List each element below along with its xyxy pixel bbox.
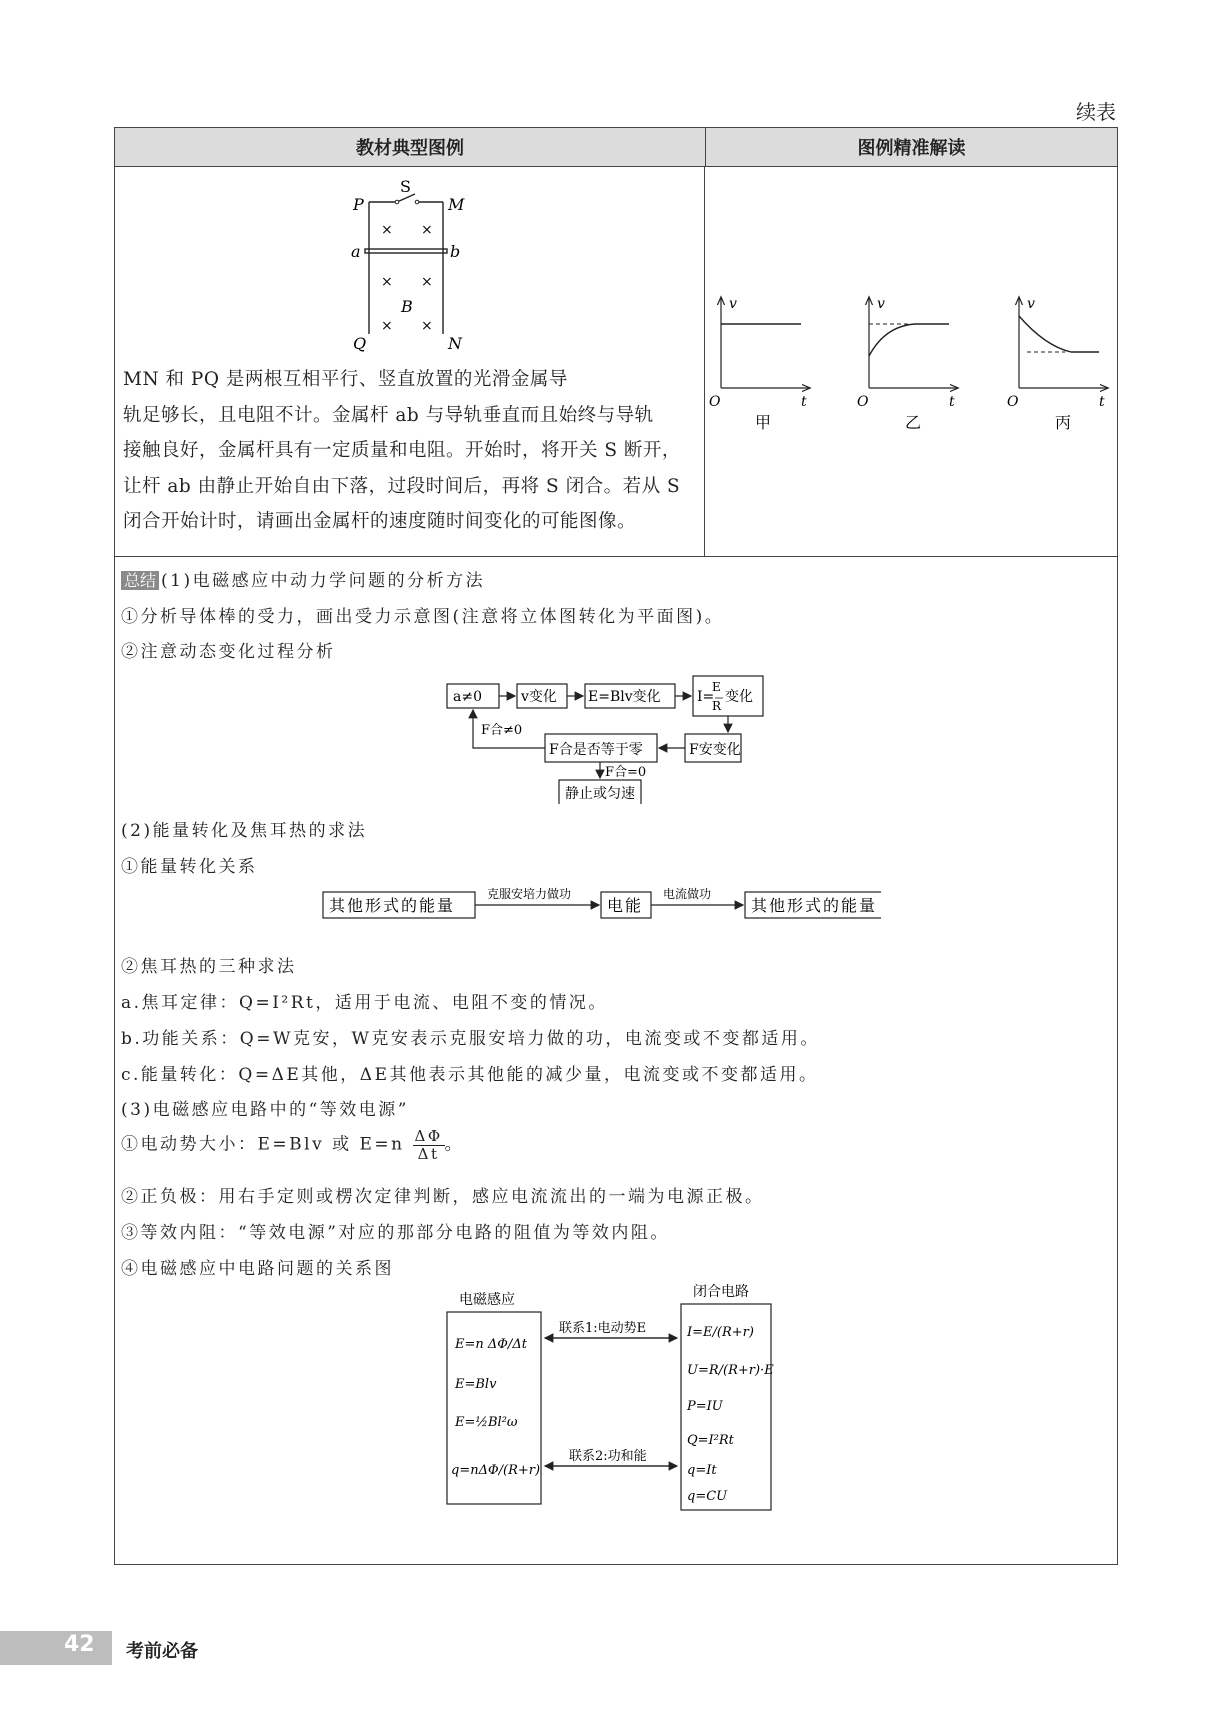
velocity-time-graphs	[705, 166, 1117, 556]
field-cross: ×	[381, 274, 393, 290]
textbook-figure-cell	[115, 166, 705, 556]
label-b: b	[450, 242, 461, 261]
summary-heading	[121, 566, 485, 591]
flow-Fhe-eq0: F合=0	[605, 765, 647, 780]
description-line: 让杆 ab 由静止开始自由下落，过段时间后，再将 S 闭合。若从 S	[123, 475, 681, 497]
right-formula: q=CU	[687, 1489, 728, 1504]
field-cross: ×	[421, 274, 433, 290]
label-P: P	[353, 195, 364, 214]
flow-Fhe: F合是否等于零	[549, 742, 643, 758]
continued-label: 续表	[1076, 100, 1116, 124]
interpretation-cell	[705, 166, 1117, 556]
summary-line: ②焦耳热的三种求法	[121, 957, 297, 977]
flow-rest: 静止或匀速	[565, 786, 635, 802]
flow-I-num: E	[712, 680, 721, 694]
diagram-right-title: 闭合电路	[693, 1284, 749, 1300]
flow-Fhe-ne0: F合≠0	[481, 723, 523, 738]
label-B: B	[401, 297, 413, 316]
flow-Fan-change: F安变化	[689, 742, 741, 758]
right-formula: I=E/(R+r)	[687, 1325, 754, 1340]
flow-I-left: I=	[697, 689, 715, 705]
field-cross: ×	[421, 222, 433, 238]
label-N: N	[448, 334, 462, 353]
summary-line: ①分析导体棒的受力，画出受力示意图(注意将立体图转化为平面图)。	[121, 607, 725, 627]
summary-line: ①能量转化关系	[121, 857, 258, 877]
right-formula: Q=I²Rt	[687, 1433, 734, 1448]
diagram-link-1: 联系1:电动势E	[559, 1321, 647, 1336]
axis-t-label: t	[1099, 394, 1105, 410]
axis-v-label: v	[1027, 296, 1035, 312]
field-cross: ×	[381, 318, 393, 334]
description-line: 闭合开始计时，请画出金属杆的速度随时间变化的可能图像。	[123, 511, 637, 532]
axis-v-label: v	[877, 296, 885, 312]
left-formula: q=nΔΦ/(R+r)	[451, 1463, 541, 1478]
flow-E-change: E=Blv变化	[588, 689, 661, 705]
origin-label: O	[857, 394, 869, 410]
header-textbook-figure: 教材典型图例	[115, 128, 706, 166]
problem-description	[123, 362, 699, 540]
axis-t-label: t	[801, 394, 807, 410]
content-table	[114, 127, 1118, 1565]
section-title: (1)电磁感应中动力学问题的分析方法	[161, 571, 486, 591]
axis-t-label: t	[949, 394, 955, 410]
label-S: S	[400, 177, 411, 196]
energy-box-other-2: 其他形式的能量	[751, 896, 878, 915]
energy-flowchart	[321, 880, 881, 922]
left-formula: E=Blv	[455, 1377, 497, 1392]
summary-line: ②注意动态变化过程分析	[121, 642, 336, 662]
origin-label: O	[1007, 394, 1019, 410]
summary-line: ③等效内阻：“等效电源”对应的那部分电路的阻值为等效内阻。	[121, 1223, 670, 1243]
energy-arrow-label-2: 电流做功	[663, 887, 712, 901]
summary-line: (2)能量转化及焦耳热的求法	[121, 821, 368, 841]
dynamics-flowchart	[445, 674, 865, 804]
right-formula: q=It	[687, 1463, 717, 1478]
summary-line: a.焦耳定律：Q=I²Rt，适用于电流、电阻不变的情况。	[121, 993, 608, 1013]
label-M: M	[448, 195, 465, 214]
description-line: MN 和 PQ 是两根互相平行、竖直放置的光滑金属导	[123, 369, 568, 390]
summary-line: (3)电磁感应电路中的“等效电源”	[121, 1100, 409, 1120]
left-formula: E=½Bl²ω	[455, 1415, 518, 1430]
graph-label-bing: 丙	[1055, 413, 1072, 432]
field-cross: ×	[421, 318, 433, 334]
graph-label-yi: 乙	[905, 413, 922, 432]
footer-title: 考前必备	[126, 1641, 198, 1662]
right-formula: P=IU	[687, 1399, 723, 1414]
energy-box-other-1: 其他形式的能量	[329, 896, 456, 915]
axis-v-label: v	[729, 296, 737, 312]
description-line: 接触良好，金属杆具有一定质量和电阻。开始时，将开关 S 断开，	[123, 440, 681, 461]
summary-line: ①电动势大小：E=Blv 或 E=n $\frac{\Delta\Phi}{\Delta t}$ 。	[121, 1127, 465, 1163]
emf-fraction: $\frac{\Delta\Phi}{\Delta t}$	[414, 1127, 443, 1163]
summary-line: ④电磁感应中电路问题的关系图	[121, 1259, 394, 1279]
energy-box-electric: 电能	[607, 896, 644, 915]
graph-bing	[1007, 296, 1107, 432]
page-number-badge	[0, 1631, 112, 1665]
right-formula: U=R/(R+r)·E	[687, 1363, 774, 1378]
summary-line: ②正负极：用右手定则或楞次定律判断，感应电流流出的一端为电源正极。	[121, 1187, 765, 1207]
flow-I-right: 变化	[725, 689, 753, 705]
description-line: 轨足够长，且电阻不计。金属杆 ab 与导轨垂直而且始终与导轨	[123, 404, 654, 426]
summary-section	[115, 556, 1117, 1564]
label-a: a	[351, 242, 361, 261]
header-figure-interpretation: 图例精准解读	[857, 138, 966, 159]
label-Q: Q	[353, 334, 367, 353]
field-cross: ×	[381, 222, 393, 238]
summary-line: b.功能关系：Q=W克安，W克安表示克服安培力做的功，电流变或不变都适用。	[121, 1029, 820, 1049]
graph-label-jia: 甲	[755, 413, 772, 432]
summary-tag: 总结	[121, 571, 159, 590]
origin-label: O	[709, 394, 721, 410]
left-formula: E=n ΔΦ/Δt	[455, 1337, 527, 1352]
diagram-link-2: 联系2:功和能	[569, 1449, 647, 1464]
table-row	[115, 166, 1117, 557]
diagram-left-title: 电磁感应	[459, 1292, 515, 1308]
table-header	[115, 128, 1117, 167]
circuit-relation-diagram	[445, 1282, 805, 1514]
graph-jia	[709, 296, 809, 432]
graph-yi	[857, 296, 957, 432]
flow-v-change: v变化	[521, 689, 557, 705]
summary-line: c.能量转化：Q=ΔE其他，ΔE其他表示其他能的减少量，电流变或不变都适用。	[121, 1065, 819, 1085]
energy-arrow-label-1: 克服安培力做功	[487, 887, 572, 901]
flow-I-den: R	[712, 699, 722, 713]
flow-a-ne0: a≠0	[453, 689, 482, 705]
circuit-diagram	[115, 166, 705, 361]
page-number: 42	[64, 1632, 95, 1657]
